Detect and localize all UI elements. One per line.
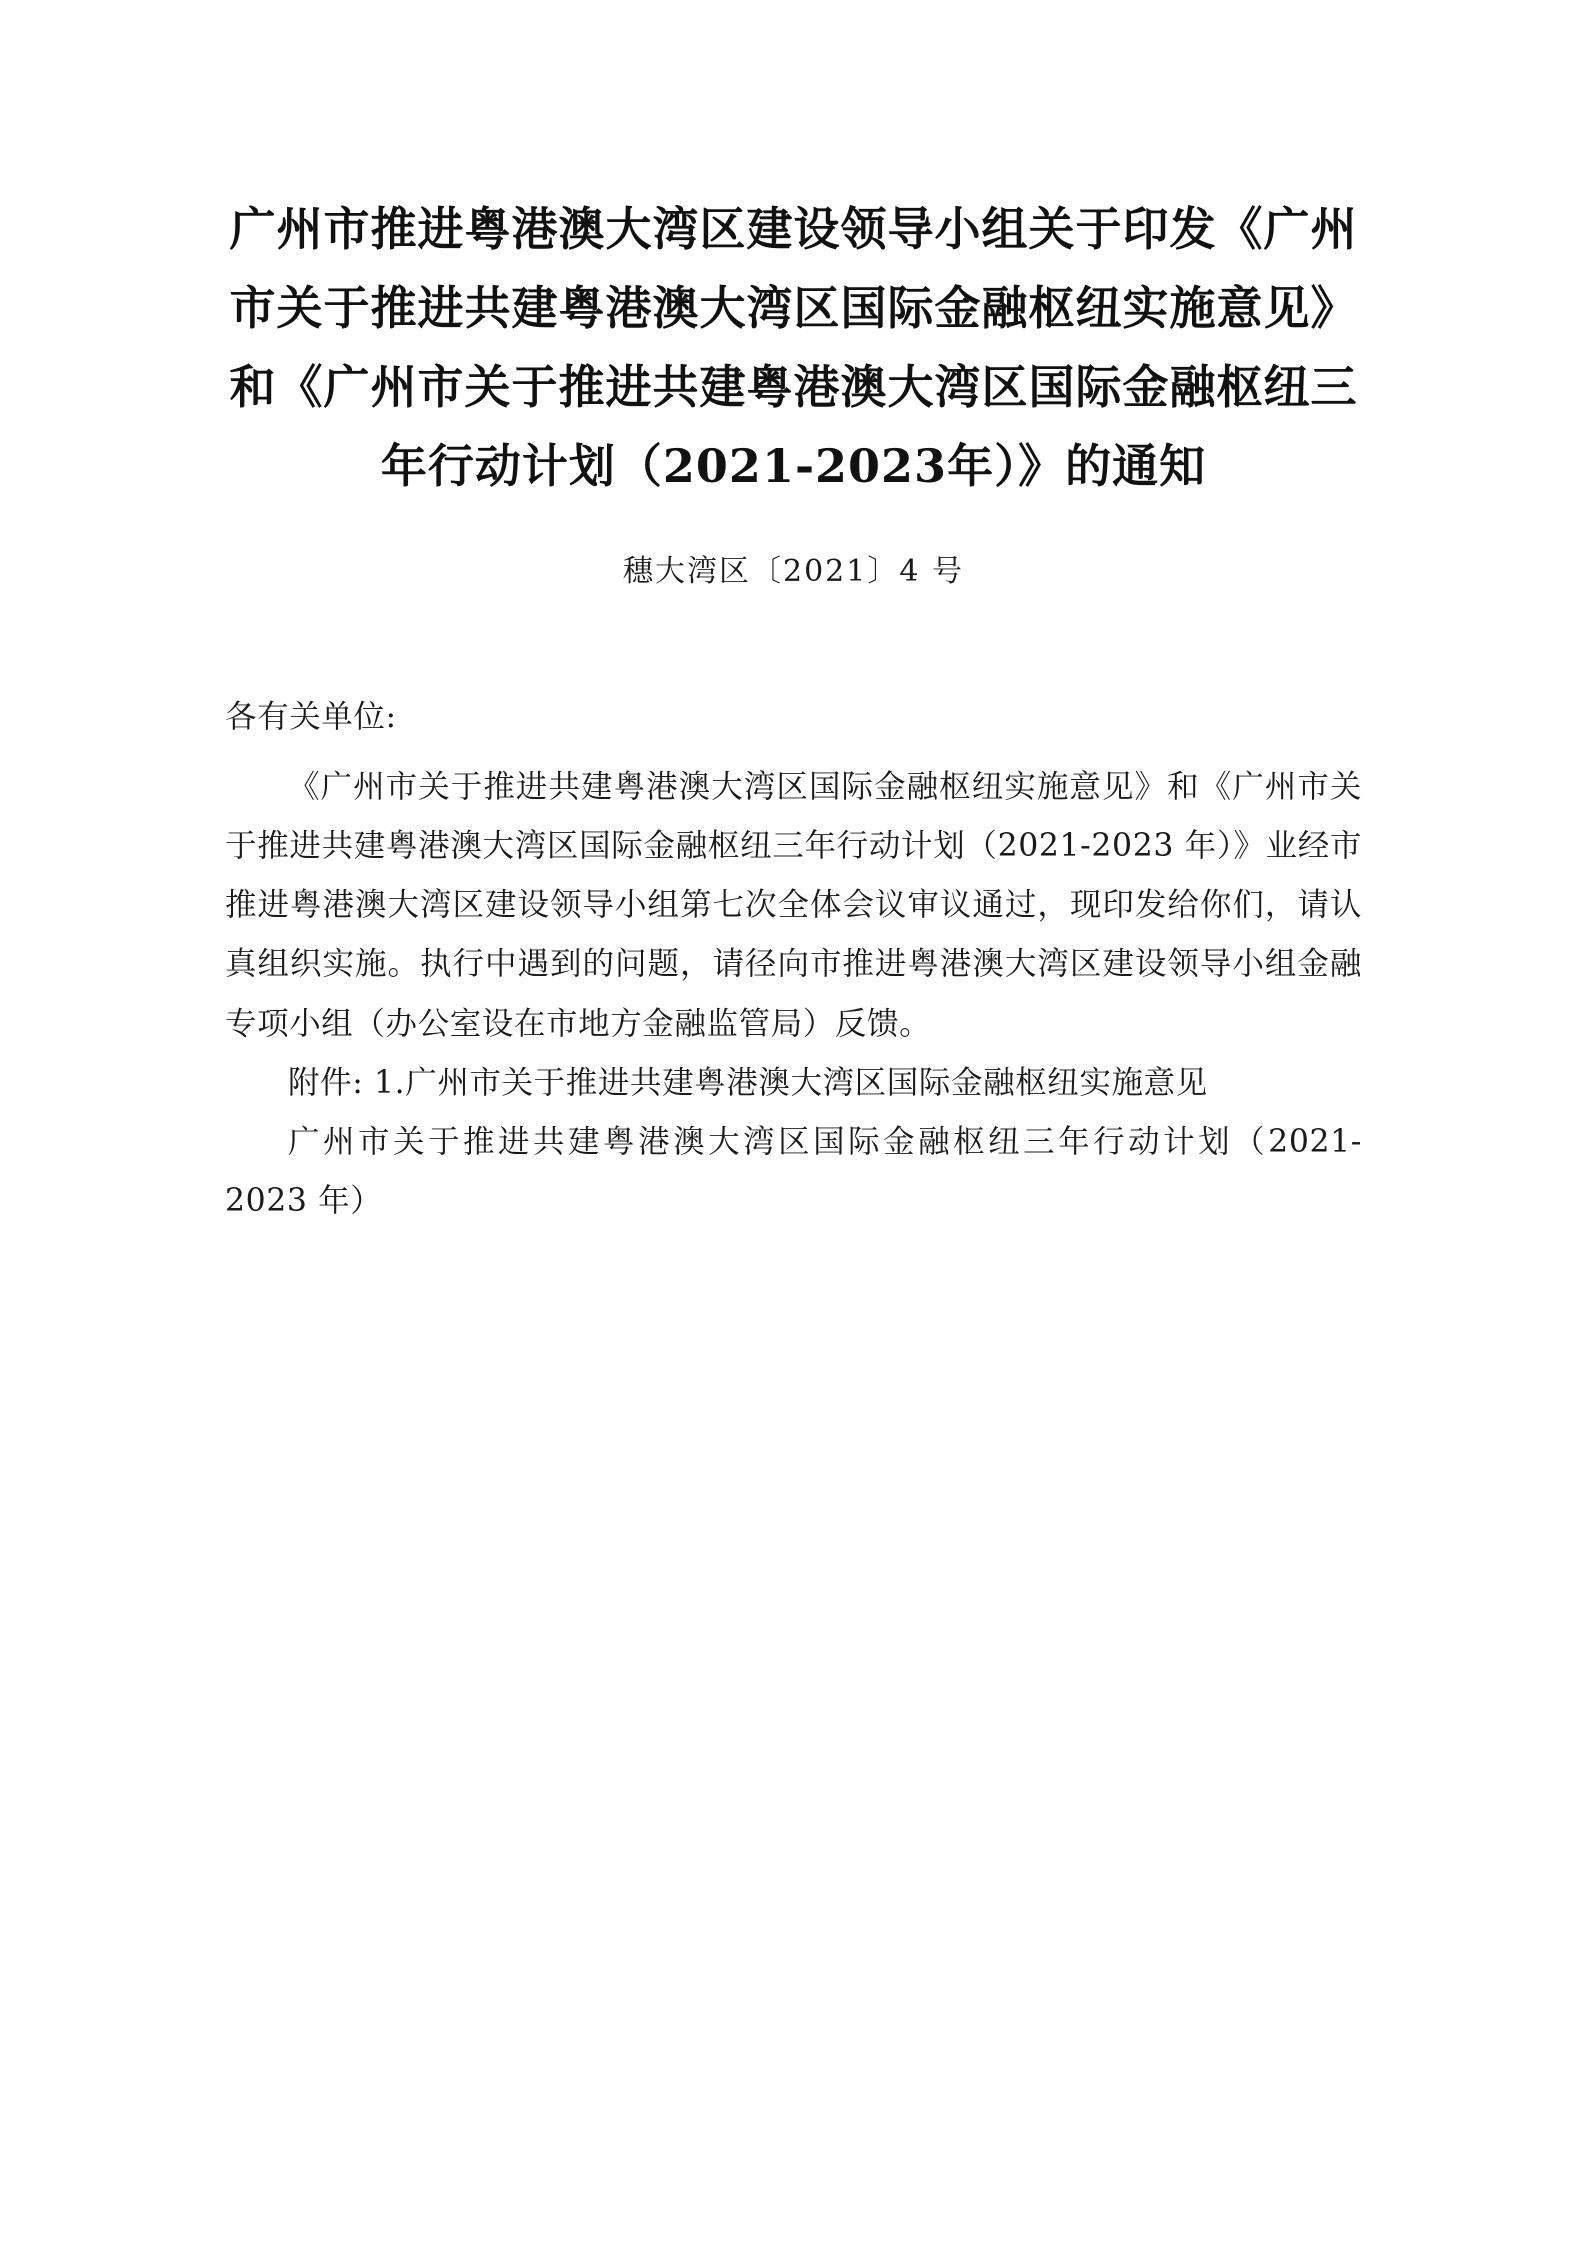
document-body xyxy=(225,688,1362,1231)
attachment-item-2: 广州市关于推进共建粤港澳大湾区国际金融枢纽三年行动计划（2021-2023 年） xyxy=(225,1123,1362,1220)
body-paragraph: 《广州市关于推进共建粤港澳大湾区国际金融枢纽实施意见》和《广州市关于推进共建粤港澳大湾区国际金融枢纽三年行动计划（2021-2023 年）》业经市推进粤港澳大湾区建设领导小组第七次全体会议审议通过，现印发给你们，请认真组织实施。执行中遇到的问题，请径向市推进粤港澳大湾区建设领导小组金融专项小组（办公室设在市地方金融监管局）反馈。 xyxy=(225,768,1362,1042)
salutation: 各有关单位: xyxy=(225,699,397,736)
document-number: 穗大湾区〔2021〕4 号 xyxy=(623,554,964,590)
page-title: 广州市推进粤港澳大湾区建设领导小组关于印发《广州市关于推进共建粤港澳大湾区国际金融枢纽实施意见》和《广州市关于推进共建粤港澳大湾区国际金融枢纽三年行动计划（2021-2023年）》的通知 xyxy=(229,202,1358,494)
attachment-item-1: 附件: 1.广州市关于推进共建粤港澳大湾区国际金融枢纽实施意见 xyxy=(288,1064,1208,1101)
